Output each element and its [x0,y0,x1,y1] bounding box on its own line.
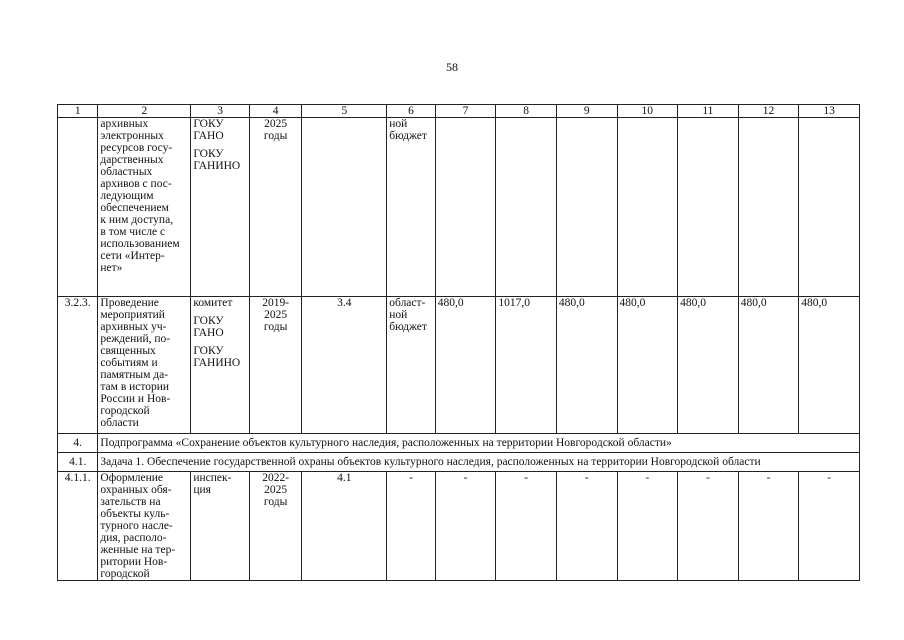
name-line: священных [100,345,156,357]
name-line: Оформление [100,472,164,484]
row-code-cell [58,118,98,297]
value-cell [435,118,496,297]
row-code-cell: 4. [58,434,98,453]
row-executor-cell [191,118,250,297]
value-cell: - [435,472,496,581]
header-cell: 8 [496,105,557,118]
executor-line: инспек- [193,472,232,484]
executor-line: ГОКУ [193,118,224,130]
name-line: областных [100,166,153,178]
name-line: дарственных [100,154,164,166]
value-cell: - [556,472,617,581]
name-line: архивов с пос- [100,178,172,190]
name-line: объекты куль- [100,508,170,520]
header-cell: 7 [435,105,496,118]
value-cell: - [799,472,860,581]
name-line: электронных [100,130,164,142]
row-name-cell [98,297,191,434]
subprogram-title: Подпрограмма «Сохранение объектов культурного наследия, расположенных на территории Новгородской области» [98,434,860,453]
table-row [58,297,860,434]
table-row [58,434,860,453]
name-line: архивных уч- [100,321,167,333]
value-cell [556,118,617,297]
row-code-cell: 3.2.3. [58,297,98,434]
header-cell: 5 [302,105,387,118]
name-line: городской [100,568,150,580]
name-line: сети «Интер- [100,250,165,262]
source-line: ной [389,118,408,130]
table-row [58,472,860,581]
header-cell: 9 [556,105,617,118]
name-line: реждений, по- [100,333,171,345]
executor-line: ция [193,484,211,496]
source-line: бюджет [389,130,427,142]
value-cell [799,118,860,297]
executor-line: ГАНО [193,130,224,142]
value-cell: 480,0 [799,297,860,434]
row-executor-cell [191,297,250,434]
term-line: годы [263,130,288,142]
name-line: в том числе с [100,226,166,238]
header-cell: 12 [738,105,799,118]
executor-line: комитет [193,297,233,309]
row-name-cell [98,118,191,297]
value-cell [617,118,678,297]
name-line: использованием [100,238,180,250]
row-term-cell [249,472,302,581]
page-number: 58 [446,60,458,74]
value-cell: 480,0 [435,297,496,434]
value-cell [496,118,557,297]
value-cell: 480,0 [617,297,678,434]
name-line: зательств на [100,496,161,508]
value-cell: 1017,0 [496,297,557,434]
header-cell: 3 [191,105,250,118]
header-cell: 11 [678,105,739,118]
name-line: мероприятий [100,309,165,321]
executor-line: ГОКУ [193,315,224,327]
name-line: нет» [100,262,123,274]
row-name-cell [98,472,191,581]
executor-line: ГАНИНО [193,357,241,369]
name-line: ледующим [100,190,154,202]
term-line: 2025 [264,309,288,321]
row-target-cell: 4.1 [302,472,387,581]
table-row [58,453,860,472]
name-line: турного насле- [100,520,173,532]
header-cell: 1 [58,105,98,118]
value-cell: 480,0 [738,297,799,434]
value-cell: - [617,472,678,581]
executor-line: ГАНИНО [193,160,241,172]
value-cell: 480,0 [556,297,617,434]
header-cell: 2 [98,105,191,118]
row-term-cell [249,297,302,434]
value-cell: - [678,472,739,581]
name-line: обеспечением [100,202,169,214]
row-executor-cell [191,472,250,581]
term-line: 2025 [264,118,288,130]
row-term-cell [249,118,302,297]
name-line: там в истории [100,381,170,393]
row-target-cell [302,118,387,297]
row-code-cell: 4.1.1. [58,472,98,581]
name-line: памятным да- [100,369,169,381]
name-line: охранных обя- [100,484,172,496]
name-line: ритории Нов- [100,556,168,568]
name-line: дия, располо- [100,532,167,544]
executor-line: ГОКУ [193,148,224,160]
header-row [58,105,860,118]
value-cell [678,118,739,297]
program-table [57,104,860,581]
task-title: Задача 1. Обеспечение государственной охраны объектов культурного наследия, расположенных на территории Новгородской области [98,453,860,472]
name-line: области [100,417,139,429]
table-row [58,118,860,297]
row-code-cell: 4.1. [58,453,98,472]
term-line: 2022- [262,472,290,484]
value-cell [738,118,799,297]
name-line: Проведение [100,297,159,309]
value-cell: - [496,472,557,581]
row-source-cell [387,118,435,297]
header-cell: 6 [387,105,435,118]
row-source-cell [387,297,435,434]
header-cell: 13 [799,105,860,118]
name-line: России и Нов- [100,393,171,405]
term-line: годы [263,496,288,508]
row-target-cell: 3.4 [302,297,387,434]
executor-line: ГАНО [193,327,224,339]
name-line: ресурсов госу- [100,142,173,154]
name-line: событиям и [100,357,158,369]
term-line: 2019- [262,297,290,309]
name-line: архивных [100,118,149,130]
source-line: бюджет [389,321,427,333]
term-line: 2025 [264,484,288,496]
term-line: годы [263,321,288,333]
value-cell: - [738,472,799,581]
name-line: к ним доступа, [100,214,174,226]
name-line: женные на тер- [100,544,176,556]
row-source-cell: - [387,472,435,581]
source-line: област- [389,297,426,309]
source-line: ной [389,309,408,321]
header-cell: 10 [617,105,678,118]
header-cell: 4 [249,105,302,118]
value-cell: 480,0 [678,297,739,434]
executor-line: ГОКУ [193,345,224,357]
name-line: городской [100,405,150,417]
